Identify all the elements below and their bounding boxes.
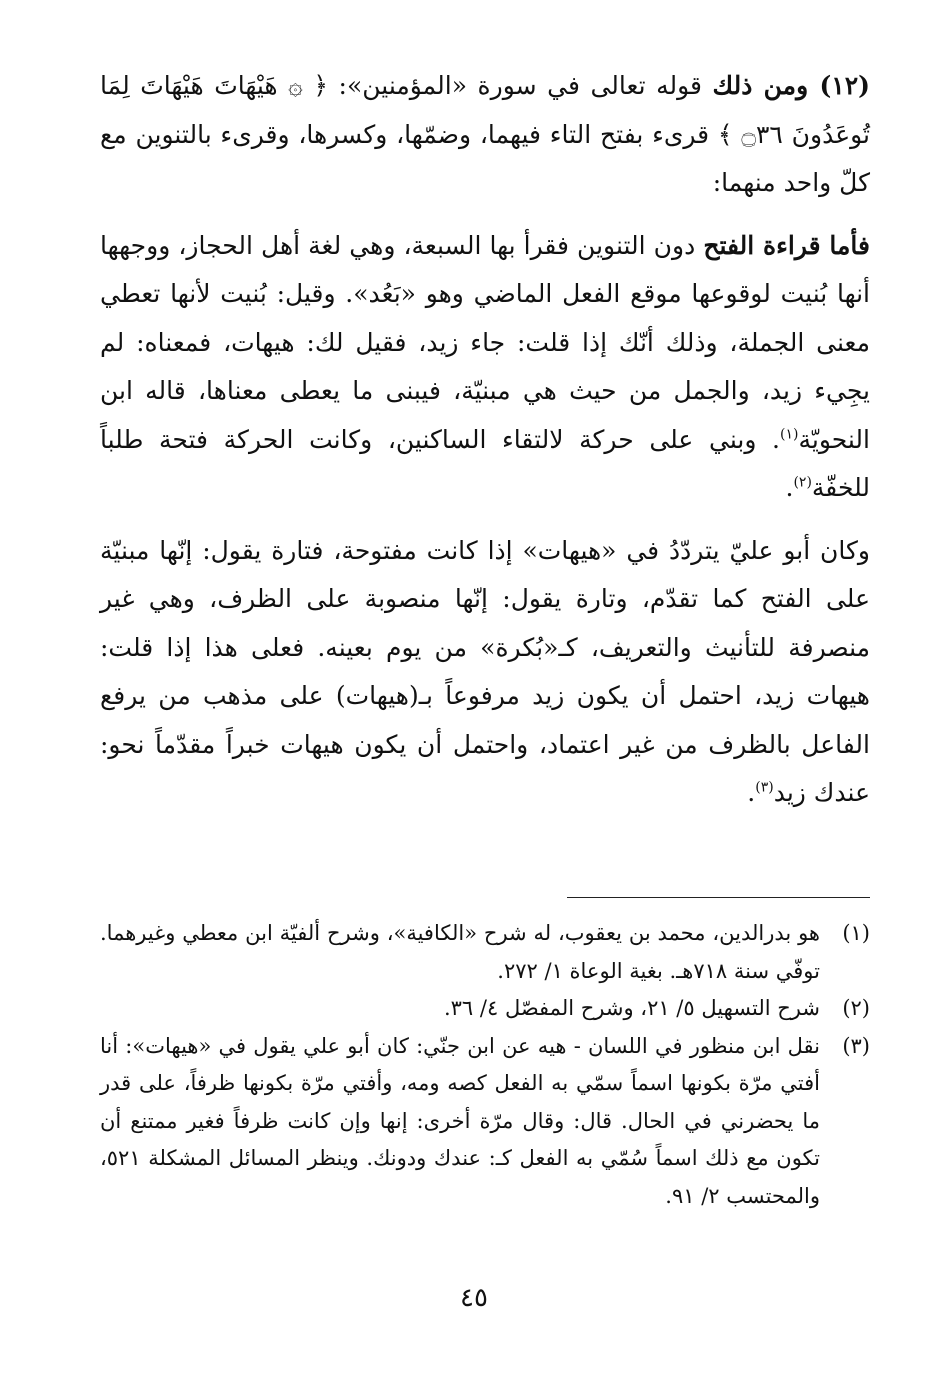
- paragraph-2-lead: فأما قراءة الفتح: [703, 230, 870, 260]
- paragraph-3-text-2: .: [747, 778, 756, 807]
- main-text: [100, 62, 870, 818]
- footnote-text-3: نقل ابن منظور في اللسان - هيه عن ابن جنّي: كان أبو علي يقول في «هيهات»: أنا أفتي مرّة بكونها اسماً سمّي به الفعل كصه ومه، وأفتي مرّة بكونها ظرفاً، على قدر ما يحضرني في الحال. قال: وقال مرّة أخرى: إنها وإن كانت ظرفاً فغير ممتنع أن تكون مع ذلك اسماً سُمّي به الفعل كـ: عندك ودونك. وينظر المسائل المشكلة ٥٢١، والمحتسب ٢/ ٩١.: [100, 1033, 820, 1208]
- footnote-text-2: شرح التسهيل ٥/ ٢١، وشرح المفصّل ٤/ ٣٦.: [443, 996, 820, 1020]
- paragraph-2-text-2: . وبني على حركة لالتقاء الساكنين، وكانت الحركة فتحة طلباً للخفّة: [100, 424, 870, 502]
- paragraph-3: [100, 527, 870, 818]
- paragraph-2-text: دون التنوين فقرأ بها السبعة، وهي لغة أهل الحجاز، ووجهها أنها بُنيت لوقوعها موقع الفعل الماضي وهو «بَعُد». وقيل: بُنيت لأنها تعطي معنى الجملة، وذلك أنّك إذا قلت: جاء زيد، فقيل لك: هيهات، فمعناه: لم يجِيء زيد، والجمل من حيث هي مبنيّة، فيبنى ما يعطى معناها، قاله ابن النحويّة: [100, 230, 870, 454]
- page-number: ٤٥: [460, 1283, 488, 1313]
- paragraph-3-text: وكان أبو عليّ يتردّدُ في «هيهات» إذا كانت مفتوحة، فتارة يقول: إنّها مبنيّة على الفتح كما تقدّم، وتارة يقول: إنّها منصوبة على الظرف، وهي غير منصرفة للتأنيث والتعريف، كـ«بُكرة» من يوم بعينه. فعلى هذا إذا قلت: هيهات زيد، احتمل أن يكون زيد مرفوعاً بـ(هيهات) على مذهب من يرفع الفاعل بالظرف من غير اعتماد، واحتمل أن يكون هيهات خبراً مقدّماً نحو: عندك زيد: [100, 535, 870, 807]
- footnote-ref-3: (٣): [755, 779, 774, 796]
- footnote-1: [100, 915, 870, 990]
- footnote-number-3: (٣): [842, 1033, 870, 1058]
- paragraph-2-text-3: .: [785, 473, 794, 502]
- footnotes: [100, 915, 870, 1215]
- paragraph-1: [100, 62, 870, 208]
- footnote-2: [100, 990, 870, 1028]
- footnote-ref-1: (١): [780, 426, 799, 443]
- footnote-separator: [567, 897, 870, 898]
- footnote-text-1: هو بدرالدين، محمد بن يعقوب، له شرح «الكافية»، وشرح ألفيّة ابن معطي وغيرهما. توفّي سنة ٧١٨هـ. بغية الوعاة ١/ ٢٧٢.: [100, 921, 820, 983]
- footnote-3: [100, 1028, 870, 1216]
- paragraph-1-text: قوله تعالى في سورة «المؤمنين»: ﴿ ۞ هَيْهَاتَ هَيْهَاتَ لِمَا تُوعَدُونَ ۝٣٦ ﴾ قرىء بفتح التاء فيهما، وضمّها، وكسرها، وقرىء بالتنوين مع كلّ واحد منهما:: [100, 71, 870, 197]
- paragraph-2: [100, 222, 870, 513]
- paragraph-1-lead: (١٢) ومن ذلك: [712, 71, 870, 100]
- footnote-ref-2: (٢): [793, 474, 812, 491]
- footnote-number-2: (٢): [842, 996, 870, 1020]
- footnote-number-1: (١): [842, 921, 870, 945]
